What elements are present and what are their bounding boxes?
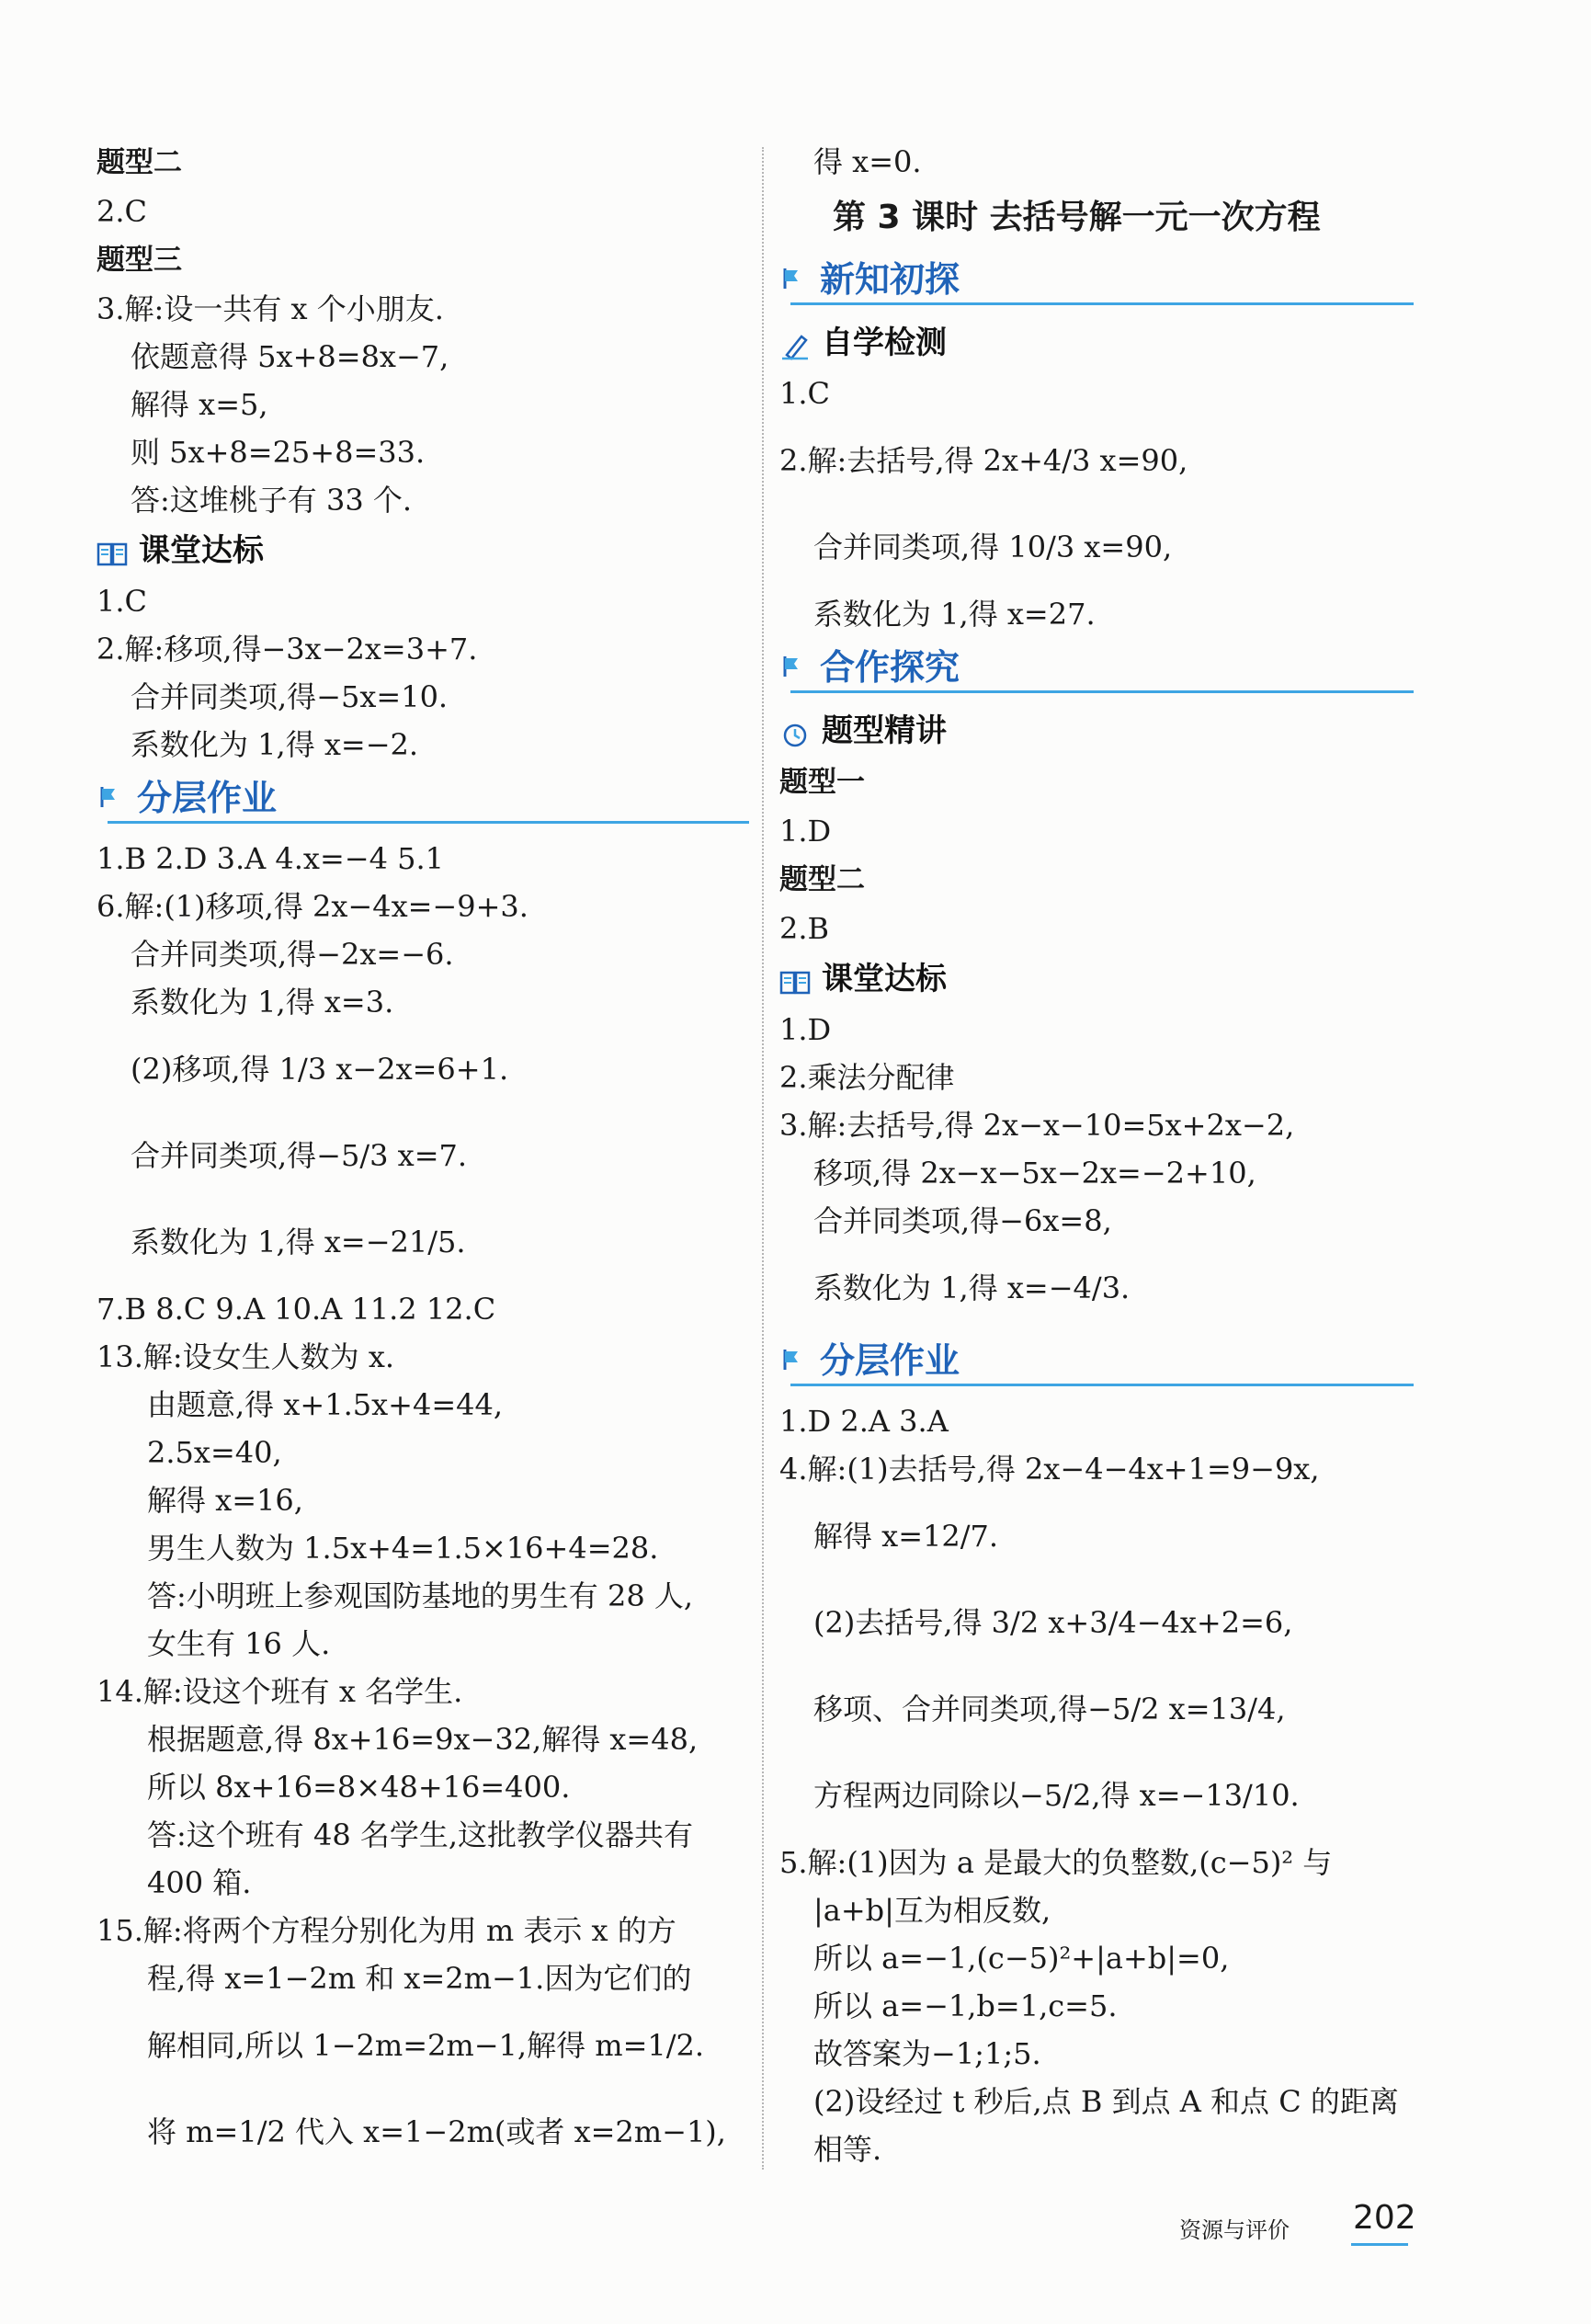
question-type-label: 题型三 bbox=[97, 244, 182, 277]
answer-line: |a+b|互为相反数, bbox=[813, 1893, 1051, 1928]
answer-line: 所以 a=−1,(c−5)²+|a+b|=0, bbox=[813, 1941, 1230, 1976]
answer-line: 15.解:将两个方程分别化为用 m 表示 x 的方 bbox=[97, 1913, 676, 1948]
answer-line: 1.D bbox=[779, 814, 832, 849]
answer-line: 2.B bbox=[779, 911, 830, 946]
answer-line: 男生人数为 1.5x+4=1.5×16+4=28. bbox=[147, 1531, 659, 1566]
answer-line: (2)去括号,得 3/2 x+3/4−4x+2=6, bbox=[813, 1605, 1293, 1640]
answer-line: 1.D 2.A 3.A bbox=[779, 1404, 949, 1439]
answer-line: 1.D bbox=[779, 1012, 832, 1047]
pencil-icon bbox=[779, 329, 811, 357]
answer-line: 解相同,所以 1−2m=2m−1,解得 m=1/2. bbox=[147, 2028, 705, 2063]
section-header bbox=[779, 642, 1414, 699]
answer-line: 将 m=1/2 代入 x=1−2m(或者 x=2m−1), bbox=[147, 2114, 726, 2149]
arrow-flag-icon bbox=[779, 265, 807, 292]
answer-line: 7.B 8.C 9.A 10.A 11.2 12.C bbox=[97, 1292, 496, 1327]
answer-line: 2.C bbox=[97, 194, 148, 229]
answer-line: 系数化为 1,得 x=−21/5. bbox=[131, 1225, 466, 1259]
section-rule bbox=[108, 821, 749, 824]
section-title: 分层作业 bbox=[137, 778, 278, 818]
answer-line: 2.5x=40, bbox=[147, 1435, 282, 1470]
section-rule bbox=[790, 302, 1414, 305]
answer-line: 依题意得 5x+8=8x−7, bbox=[131, 339, 449, 374]
lesson-title: 第 3 课时 去括号解一元一次方程 bbox=[833, 199, 1321, 236]
book-icon bbox=[779, 965, 811, 993]
answer-line: 方程两边同除以−5/2,得 x=−13/10. bbox=[813, 1778, 1300, 1813]
answer-line: 2.乘法分配律 bbox=[779, 1060, 955, 1095]
answer-line: 1.B 2.D 3.A 4.x=−4 5.1 bbox=[97, 841, 445, 876]
section-title: 分层作业 bbox=[820, 1340, 960, 1381]
answer-line: 合并同类项,得−2x=−6. bbox=[131, 937, 454, 972]
answer-line: 所以 8x+16=8×48+16=400. bbox=[147, 1770, 571, 1805]
section-title: 合作探究 bbox=[820, 647, 960, 688]
answer-line: 合并同类项,得 10/3 x=90, bbox=[813, 530, 1173, 564]
answer-line: 3.解:设一共有 x 个小朋友. bbox=[97, 291, 444, 326]
answer-line: 解得 x=5, bbox=[131, 387, 268, 422]
arrow-flag-icon bbox=[779, 653, 807, 680]
arrow-flag-icon bbox=[779, 1346, 807, 1373]
answer-line: (2)设经过 t 秒后,点 B 到点 A 和点 C 的距离 bbox=[813, 2084, 1399, 2119]
answer-line: 则 5x+8=25+8=33. bbox=[131, 435, 426, 470]
subsection-title: 课堂达标 bbox=[139, 532, 264, 569]
answer-line: 1.C bbox=[97, 584, 148, 619]
section-rule bbox=[790, 690, 1414, 693]
subsection-header bbox=[779, 316, 1414, 370]
section-rule bbox=[790, 1384, 1414, 1386]
answer-line: (2)移项,得 1/3 x−2x=6+1. bbox=[131, 1052, 509, 1087]
page-number-underline bbox=[1351, 2243, 1408, 2246]
answer-line: 系数化为 1,得 x=27. bbox=[813, 597, 1096, 632]
answer-line: 2.解:移项,得−3x−2x=3+7. bbox=[97, 632, 478, 666]
answer-line: 1.C bbox=[779, 376, 831, 411]
subsection-title: 课堂达标 bbox=[822, 961, 947, 997]
answer-line: 系数化为 1,得 x=−2. bbox=[131, 727, 419, 762]
answer-line: 合并同类项,得−5x=10. bbox=[131, 679, 449, 714]
subsection-header bbox=[779, 952, 1414, 1006]
answer-line: 所以 a=−1,b=1,c=5. bbox=[813, 1988, 1118, 2023]
answer-line: 3.解:去括号,得 2x−x−10=5x+2x−2, bbox=[779, 1108, 1295, 1143]
answer-line: 由题意,得 x+1.5x+4=44, bbox=[147, 1387, 504, 1422]
section-header bbox=[779, 254, 1414, 311]
answer-line: 13.解:设女生人数为 x. bbox=[97, 1339, 395, 1374]
section-title: 新知初探 bbox=[820, 259, 960, 300]
answer-line: 4.解:(1)去括号,得 2x−4−4x+1=9−9x, bbox=[779, 1452, 1320, 1487]
clock-icon bbox=[779, 717, 811, 745]
answer-line: 程,得 x=1−2m 和 x=2m−1.因为它们的 bbox=[147, 1961, 692, 1996]
subsection-title: 自学检测 bbox=[822, 325, 947, 361]
question-type-label: 题型一 bbox=[779, 766, 865, 799]
column-divider bbox=[762, 147, 764, 2170]
answer-line: 系数化为 1,得 x=3. bbox=[131, 985, 394, 1020]
subsection-title: 题型精讲 bbox=[822, 712, 947, 749]
answer-line: 14.解:设这个班有 x 名学生. bbox=[97, 1674, 463, 1709]
right-column bbox=[779, 138, 1414, 2173]
answer-line: 合并同类项,得−5/3 x=7. bbox=[131, 1138, 468, 1173]
answer-line: 系数化为 1,得 x=−4/3. bbox=[813, 1270, 1131, 1305]
answer-line: 5.解:(1)因为 a 是最大的负整数,(c−5)² 与 bbox=[779, 1845, 1333, 1880]
footer-label: 资源与评价 bbox=[1179, 2217, 1290, 2243]
answer-line: 解得 x=12/7. bbox=[813, 1519, 999, 1554]
answer-line: 解得 x=16, bbox=[147, 1483, 303, 1518]
answer-line: 相等. bbox=[813, 2132, 882, 2167]
subsection-header bbox=[97, 524, 749, 577]
subsection-header bbox=[779, 704, 1414, 758]
answer-line: 答:这堆桃子有 33 个. bbox=[131, 483, 413, 518]
answer-line: 答:小明班上参观国防基地的男生有 28 人, bbox=[147, 1578, 694, 1613]
section-header bbox=[779, 1335, 1414, 1392]
answer-line: 故答案为−1;1;5. bbox=[813, 2036, 1041, 2071]
answer-line: 女生有 16 人. bbox=[147, 1626, 331, 1661]
page-number: 202 bbox=[1353, 2199, 1416, 2237]
question-type-label: 题型二 bbox=[97, 146, 182, 179]
answer-line: 400 箱. bbox=[147, 1865, 252, 1900]
answer-line: 答:这个班有 48 名学生,这批教学仪器共有 bbox=[147, 1817, 694, 1852]
answer-line: 移项、合并同类项,得−5/2 x=13/4, bbox=[813, 1692, 1286, 1726]
question-type-label: 题型二 bbox=[779, 863, 865, 896]
answer-line: 得 x=0. bbox=[813, 144, 922, 179]
book-icon bbox=[97, 537, 128, 564]
arrow-flag-icon bbox=[97, 783, 124, 811]
answer-line: 2.解:去括号,得 2x+4/3 x=90, bbox=[779, 443, 1188, 478]
answer-line: 移项,得 2x−x−5x−2x=−2+10, bbox=[813, 1156, 1256, 1190]
answer-line: 根据题意,得 8x+16=9x−32,解得 x=48, bbox=[147, 1722, 699, 1757]
left-column bbox=[97, 138, 749, 2175]
answer-line: 合并同类项,得−6x=8, bbox=[813, 1203, 1112, 1238]
answer-line: 6.解:(1)移项,得 2x−4x=−9+3. bbox=[97, 889, 528, 924]
section-header bbox=[97, 772, 749, 829]
